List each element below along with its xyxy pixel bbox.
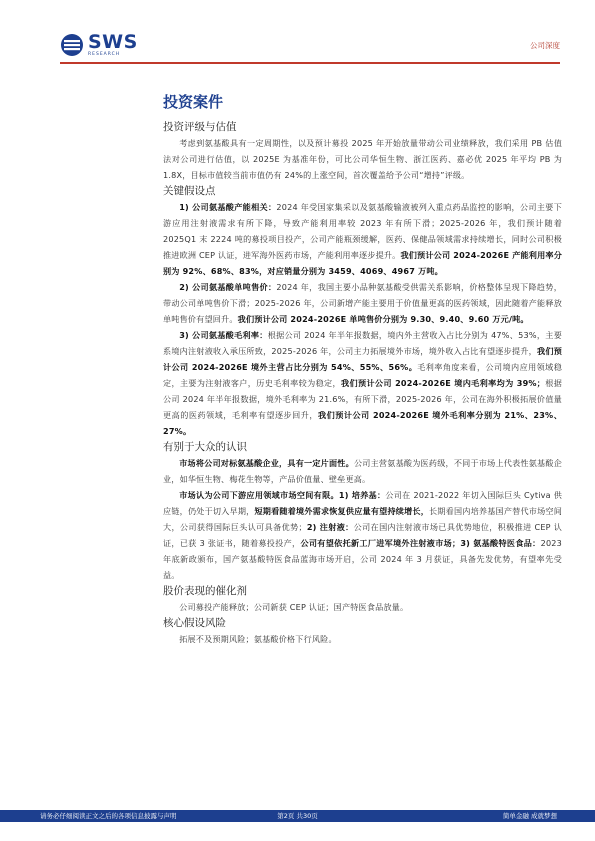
margin-bold-b: 我们预计公司 2024-2026E 境外主营占比分别为 54%、55%、56%。 <box>163 346 562 372</box>
margin-text-c: 毛利率角度来看，公司境内应用领域稳定，主要为注射液客户，历史毛利率较为稳定， <box>163 362 562 388</box>
footer-disclaimer: 请务必仔细阅读正文之后的各项信息披露与声明 <box>40 812 177 820</box>
margin-text-e: 根据公司 2024 年半年报数据，境外毛利率为 21.6%，有所下滑，2025-2026 年，公司在海外积极拓展价值量更高的医药领域，毛利率有望逐步回升， <box>163 378 562 420</box>
capacity-lead: 1) 公司氨基酸产能相关： <box>179 202 277 212</box>
page-header <box>0 0 595 66</box>
paragraph-catalysts: 公司募投产能释放；公司新获 CEP 认证；国产特医食品放量。 <box>179 602 409 612</box>
margin-bold-f: 我们预计公司 2024-2026E 境外毛利率分别为 21%、23%、27%。 <box>163 410 562 436</box>
paragraph-view-1 <box>163 455 562 487</box>
footer-page-number: 第2页 共30页 <box>277 812 318 820</box>
report-type: 公司深度 <box>530 41 560 50</box>
view2-text-g: 2023 年底新政颁布，国产氨基酸特医食品蓝海市场开启，公司 2024 年 3 月获证，具备先发优势，有望率先受益。 <box>163 538 562 580</box>
margin-text-a: 根据公司 2024 年半年报数据，境内外主营收入占比分别为 47%、53%，主要系境内注射液收入承压所致，2025-2026 年，公司主力拓展境外市场，境外收入占比有望逐步提升， <box>163 330 562 356</box>
paragraph-view-2 <box>163 487 562 583</box>
view2-text-c: 长期看国内培养基国产替代市场空间大，公司获得国际巨头认可具备优势； <box>163 506 563 532</box>
main-content <box>163 90 562 647</box>
paragraph-rating: 考虑到氨基酸具有一定周期性，以及预计募投 2025 年开始放量带动公司业绩释放，我们采用 PB 估值法对公司进行估值，以 2025E 为基准年份，可比公司华恒生物、浙江医药、嘉必优 2025 年平均 PB 为 1.8X，目标市值较当前市值仍有 24%的上涨空间，首次覆盖给予公司“增持”评级。 <box>163 138 562 180</box>
view2-bold-f: 公司有望依托新工厂进军境外注射液市场；3) 氨基酸特医食品： <box>300 538 541 548</box>
margin-lead: 3) 公司氨基酸毛利率： <box>179 330 268 340</box>
price-conclusion: 我们预计公司 2024-2026E 单吨售价分别为 9.30、9.40、9.60 万元/吨。 <box>237 314 529 324</box>
paragraph-margin <box>163 327 562 439</box>
view1-body: 公司主营氨基酸为医药级，不同于市场上代表性氨基酸企业，如华恒生物、梅花生物等，产品价值量、壁垒更高。 <box>163 458 562 484</box>
page-footer <box>0 810 595 822</box>
paragraph-capacity <box>163 199 562 279</box>
paragraph-price <box>163 279 562 327</box>
section-heading-assumptions: 关键假设点 <box>163 185 216 197</box>
section-heading-risks: 核心假设风险 <box>163 617 226 629</box>
price-lead: 2) 公司氨基酸单吨售价： <box>179 282 277 292</box>
view1-lead: 市场将公司对标氨基酸企业，具有一定片面性。 <box>179 458 354 468</box>
footer-slogan: 简单金融 成就梦想 <box>502 812 557 820</box>
view2-bold-b: 短期看随着境外需求恢复供应量有望持续增长， <box>254 506 430 516</box>
sws-logo <box>60 33 138 58</box>
header-divider <box>60 62 560 64</box>
logo-mark-icon <box>60 33 84 57</box>
capacity-body: 2024 年受国家集采以及氨基酸输液被列入重点药品监控的影响，公司主要下游应用注射液需求有所下降，导致产能利用率较 2023 年有所下滑；2025-2026 年，我们预计随着 2025Q1 末 2224 吨的募投项目投产，公司产能瓶颈缓解，医药、保健品领域需求持续增长，同时公司积极推进欧洲 CEP 认证，进军海外医药市场，产能利用率逐步提升。 <box>163 202 562 260</box>
capacity-conclusion: 我们预计公司 2024-2026E 产能利用率分别为 92%、68%、83%，对应销量分别为 3459、4069、4967 万吨。 <box>163 250 562 276</box>
price-body: 2024 年，我国主要小品种氨基酸受供需关系影响，价格整体呈现下降趋势，带动公司单吨售价下滑；2025-2026 年，公司新增产能主要用于价值量更高的医药领域，因此随着产能释放单吨售价有望回升。 <box>163 282 562 324</box>
section-heading-rating: 投资评级与估值 <box>163 121 237 133</box>
logo-text: SWS <box>88 31 138 53</box>
section-heading-catalysts: 股价表现的催化剂 <box>163 585 247 597</box>
paragraph-risks: 拓展不及预期风险；氨基酸价格下行风险。 <box>179 634 337 644</box>
view2-bold-d: 2) 注射液： <box>306 522 354 532</box>
view2-text-e: 公司在国内注射液市场已具优势地位，积极推进 CEP 认证，已获 3 张证书，随着募投投产， <box>163 522 562 548</box>
view2-lead: 市场认为公司下游应用领域市场空间有限。1) 培养基： <box>179 490 386 500</box>
section-heading-different-view: 有别于大众的认识 <box>163 441 247 453</box>
view2-text-a: 公司在 2021-2022 年切入国际巨头 Cytiva 供应链，仍处于切入早期， <box>163 490 562 516</box>
page-title: 投资案件 <box>163 93 224 111</box>
margin-bold-d: 我们预计公司 2024-2026E 境内毛利率均为 39%； <box>341 378 546 388</box>
logo-subtext: RESEARCH <box>88 52 121 57</box>
